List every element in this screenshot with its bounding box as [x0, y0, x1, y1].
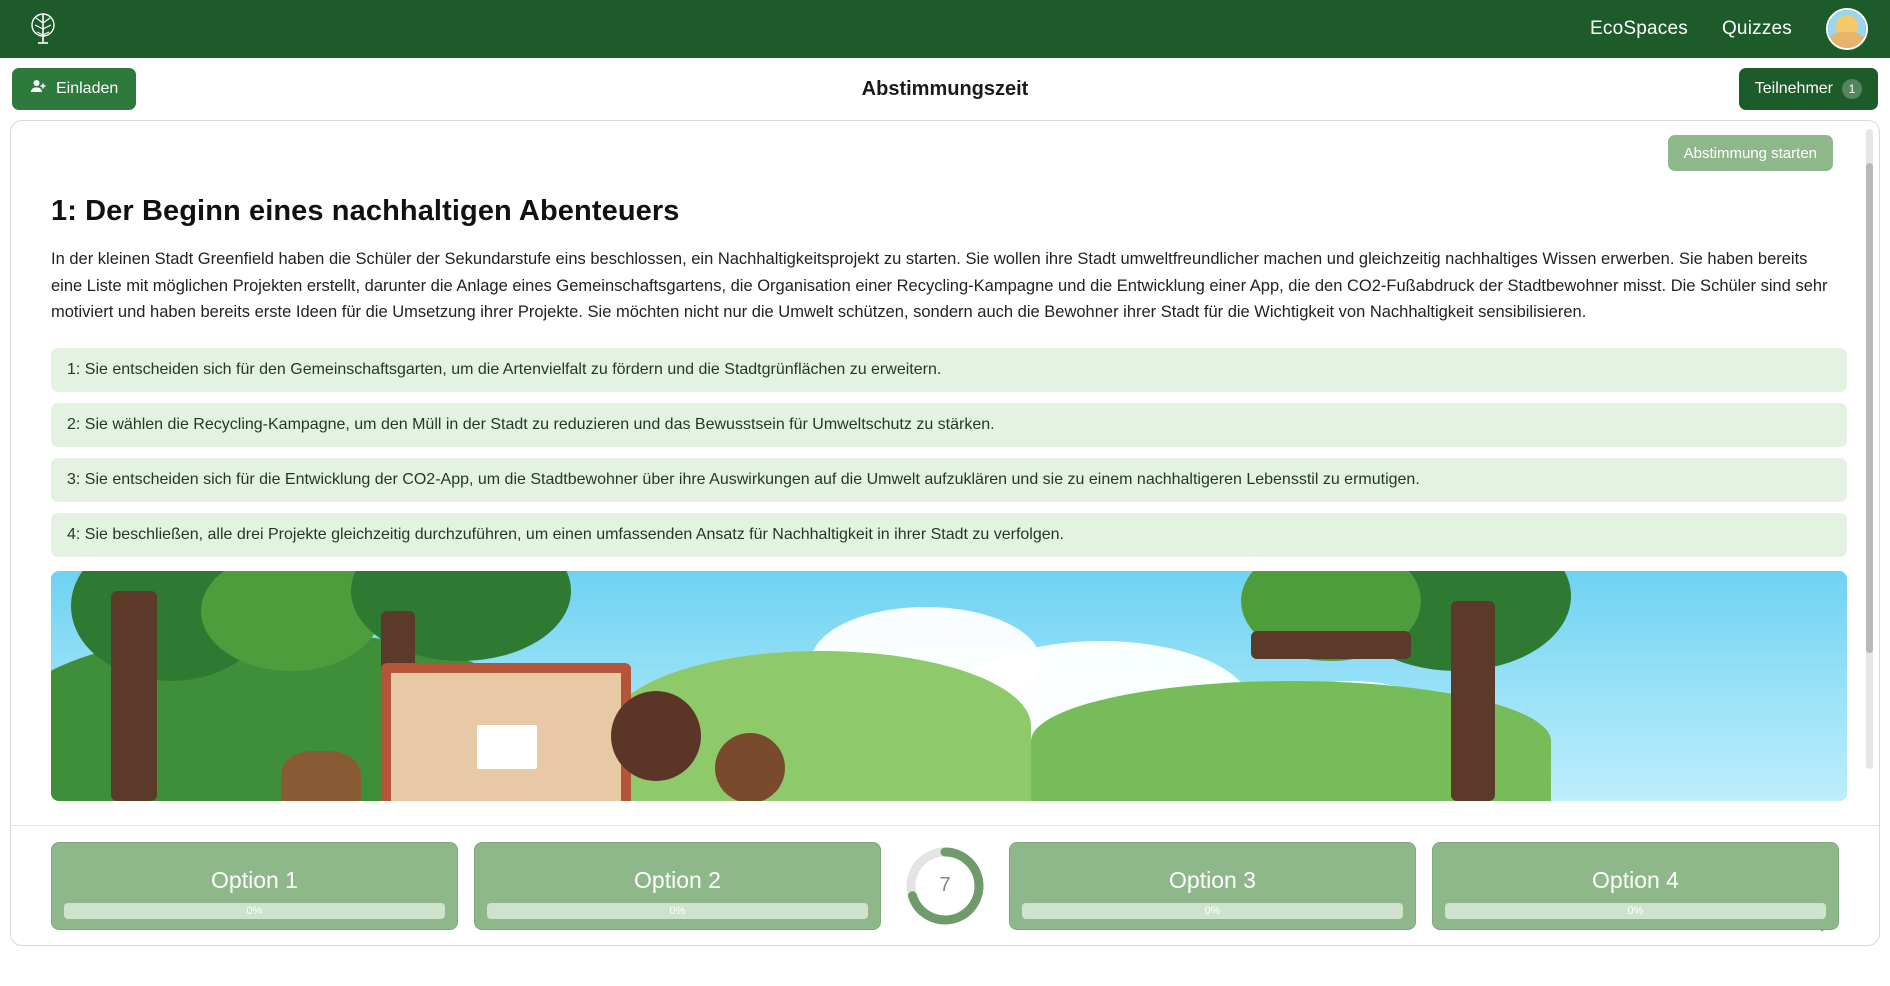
- vote-option-3-progress: [1022, 903, 1403, 919]
- story-choice-1[interactable]: 1: Sie entscheiden sich für den Gemeinschaftsgarten, um die Artenvielfalt zu fördern und die Stadtgrünflächen zu erweitern.: [51, 348, 1847, 392]
- invite-button-label: Einladen: [56, 80, 119, 97]
- vote-option-1-progress: [64, 903, 445, 919]
- story-illustration: [51, 571, 1847, 801]
- invite-button[interactable]: [12, 68, 136, 110]
- vote-option-4[interactable]: [1432, 842, 1839, 930]
- nav-links-group: [1590, 8, 1868, 50]
- scrollbar-thumb[interactable]: [1866, 163, 1873, 653]
- story-choice-3[interactable]: 3: Sie entscheiden sich für die Entwicklung der CO2-App, um die Stadtbewohner über ihre Auswirkungen auf die Umwelt aufzuklären und sie zu einem nachhaltigeren Lebensstil zu ermutigen.: [51, 458, 1847, 502]
- vote-option-3[interactable]: [1009, 842, 1416, 930]
- tree-logo-icon[interactable]: [22, 8, 64, 50]
- story-card: [10, 120, 1880, 946]
- vote-option-2-percent: 0%: [669, 904, 686, 917]
- vertical-scrollbar[interactable]: [1866, 129, 1873, 769]
- participants-button[interactable]: [1739, 68, 1878, 110]
- illustration-paper: [477, 725, 537, 769]
- countdown-timer: [897, 838, 993, 934]
- countdown-timer-value: 7: [939, 874, 951, 896]
- page-title: Abstimmungszeit: [861, 77, 1029, 100]
- illustration-tree-trunk: [111, 591, 157, 801]
- vote-option-4-progress: [1445, 903, 1826, 919]
- story-title: 1: Der Beginn eines nachhaltigen Abenteuers: [51, 195, 680, 227]
- voting-options-bar: [11, 825, 1879, 945]
- avatar-ground: [1828, 32, 1866, 48]
- vote-option-3-percent: 0%: [1204, 904, 1221, 917]
- illustration-board: [381, 663, 631, 801]
- vote-option-2-label: Option 2: [634, 867, 721, 893]
- participants-label: Teilnehmer: [1754, 80, 1833, 97]
- story-paragraph: In der kleinen Stadt Greenfield haben die Schüler der Sekundarstufe eins beschlossen, ein Nachhaltigkeitsprojekt zu starten. Sie wollen ihre Stadt umweltfreundlicher machen und gleichzeitig nachhaltiges Wissen erwerben. Sie haben bereits eine Liste mit möglichen Projekten erstellt, darunter die Anlage eines Gemeinschaftsgartens, die Organisation einer Recycling-Kampagne und die Entwicklung einer App, die den CO2-Fußabdruck der Stadtbewohner misst. Die Schüler sind sehr motiviert und haben bereits erste Ideen für die Umsetzung ihrer Projekte. Sie möchten nicht nur die Umwelt schützen, sondern auch die Bewohner ihrer Stadt für die Wichtigkeit von Nachhaltigkeit sensibilisieren.: [51, 250, 1828, 322]
- session-subheader: [0, 58, 1890, 120]
- participants-count-badge: 1: [1842, 79, 1862, 99]
- vote-option-2[interactable]: [474, 842, 881, 930]
- illustration-student: [611, 691, 701, 781]
- illustration-student: [715, 733, 785, 801]
- illustration-student: [281, 751, 361, 801]
- nav-link-ecospaces[interactable]: EcoSpaces: [1590, 18, 1688, 39]
- start-vote-button[interactable]: Abstimmung starten: [1668, 135, 1833, 171]
- story-choice-2[interactable]: 2: Sie wählen die Recycling-Kampagne, um den Müll in der Stadt zu reduzieren und das Bewusstsein für Umweltschutz zu stärken.: [51, 403, 1847, 447]
- start-vote-row: [51, 135, 1847, 171]
- vote-option-1-label: Option 1: [211, 867, 298, 893]
- vote-option-1[interactable]: [51, 842, 458, 930]
- story-scroll-area[interactable]: [11, 121, 1879, 825]
- user-avatar[interactable]: [1826, 8, 1868, 50]
- vote-option-4-percent: 0%: [1627, 904, 1644, 917]
- vote-option-1-percent: 0%: [246, 904, 263, 917]
- illustration-tree-branch: [1251, 631, 1411, 659]
- vote-option-3-label: Option 3: [1169, 867, 1256, 893]
- story-choice-4[interactable]: 4: Sie beschließen, alle drei Projekte gleichzeitig durchzuführen, um einen umfassenden Ansatz für Nachhaltigkeit in ihrer Stadt zu verfolgen.: [51, 513, 1847, 557]
- person-add-icon: [30, 78, 47, 100]
- illustration-tree-trunk: [1451, 601, 1495, 801]
- vote-option-4-label: Option 4: [1592, 867, 1679, 893]
- top-navigation-bar: [0, 0, 1890, 58]
- nav-link-quizzes[interactable]: Quizzes: [1721, 18, 1792, 39]
- vote-option-2-progress: [487, 903, 868, 919]
